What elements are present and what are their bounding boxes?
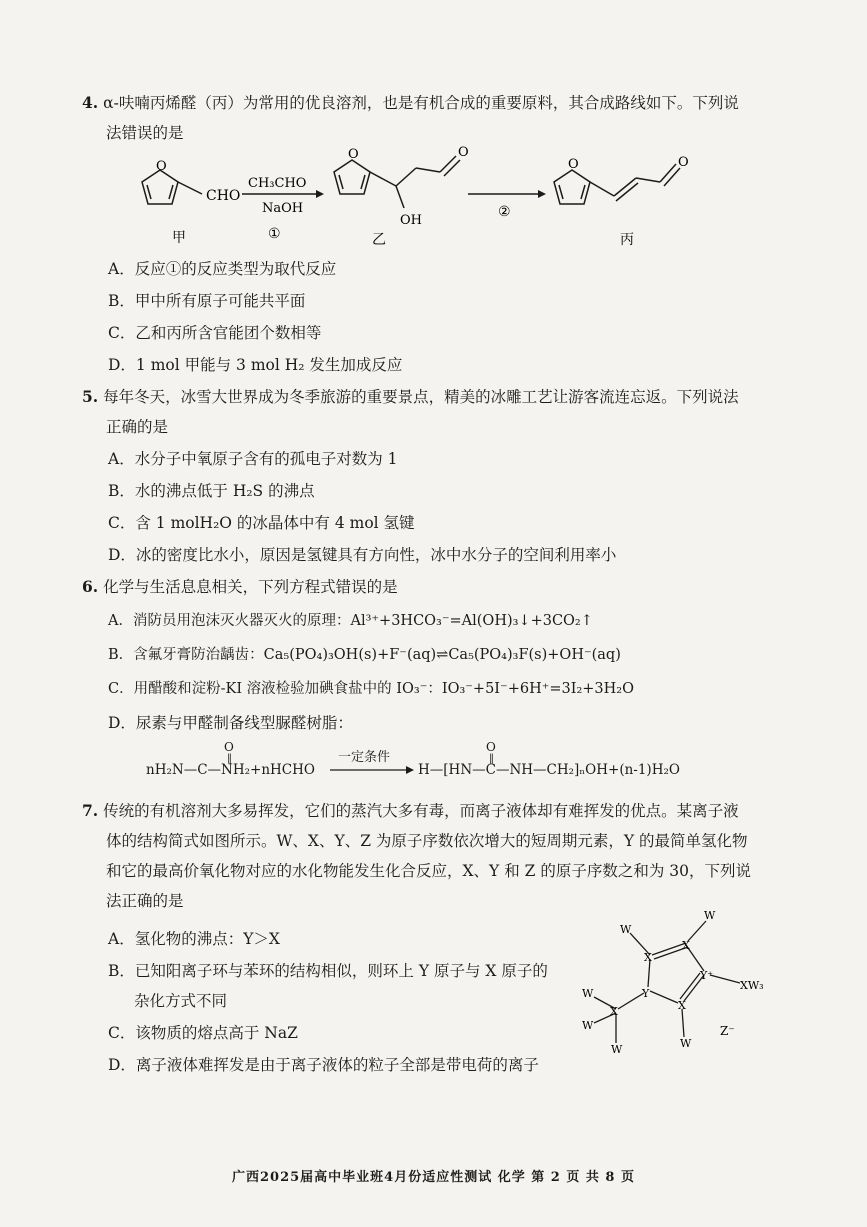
o-atom: O xyxy=(348,147,359,162)
question-5-stem xyxy=(82,382,772,442)
atom-w: W xyxy=(582,987,594,1000)
question-7-stem-line1: 传统的有机溶剂大多易挥发，它们的蒸汽大多有毒，而离子液体却有难挥发的优点。某离子液 xyxy=(103,802,739,820)
cho-label: CHO xyxy=(206,188,241,204)
oh-label: OH xyxy=(400,213,422,228)
anion-z: Z⁻ xyxy=(720,1024,735,1038)
furan-ring-jia xyxy=(142,170,202,204)
o-atom: O xyxy=(156,159,167,174)
question-7-stem-line3: 和它的最高价氧化物对应的水化物能发生化合反应，X、Y 和 Z 的原子序数之和为 30，下列说 xyxy=(106,862,751,880)
label-yi: 乙 xyxy=(372,232,386,248)
q6-option-a: A．消防员用泡沫灭火器灭火的原理：Al³⁺+3HCO₃⁻=Al(OH)₃↓+3CO₂↑ xyxy=(108,613,593,629)
q4-option-b: B．甲中所有原子可能共平面 xyxy=(108,292,306,310)
equation-arrow xyxy=(330,764,414,776)
page-footer: 广西2025届高中毕业班4月份适应性测试 化学 第 2 页 共 8 页 xyxy=(232,1170,635,1185)
q7-option-d: D．离子液体难挥发是由于离子液体的粒子全部是带电荷的离子 xyxy=(108,1056,539,1074)
q5-option-b: B．水的沸点低于 H₂S 的沸点 xyxy=(108,482,315,500)
question-7-stem-line4: 法正确的是 xyxy=(106,892,184,910)
carbonyl-o-left: O xyxy=(224,740,234,754)
atom-w: W xyxy=(582,1019,594,1032)
q7-option-b: B．已知阳离子环与苯环的结构相似，则环上 Y 原子与 X 原子的 xyxy=(108,962,548,980)
atom-w: W xyxy=(704,909,716,922)
q7-option-b-continued: 杂化方式不同 xyxy=(134,992,228,1010)
atom-w: W xyxy=(620,923,632,936)
o-atom: O xyxy=(568,157,579,172)
q5-option-c: C．含 1 molH₂O 的冰晶体中有 4 mol 氢键 xyxy=(108,514,415,532)
atom-w: W xyxy=(611,1043,623,1055)
reagent-naoh: NaOH xyxy=(262,201,304,216)
q6-option-c: C．用醋酸和淀粉-KI 溶液检验加碘食盐中的 IO₃⁻：IO₃⁻+5I⁻+6H⁺=3I₂+3H₂O xyxy=(108,681,634,697)
q7-option-c: C．该物质的熔点高于 NaZ xyxy=(108,1024,298,1042)
question-4-stem xyxy=(82,88,772,148)
furan-ring-yi xyxy=(334,156,460,208)
step-1-label: ① xyxy=(268,226,281,242)
q5-option-d: D．冰的密度比水小，原因是氢键具有方向性，冰中水分子的空间利用率小 xyxy=(108,546,617,564)
o-atom: O xyxy=(678,155,689,170)
group-xw3: XW₃ xyxy=(740,979,764,992)
atom-y-plus: Y⁺ xyxy=(700,969,714,982)
question-5-stem-line1: 每年冬天，冰雪大世界成为冬季旅游的重要景点，精美的冰雕工艺让游客流连忘返。下列说法 xyxy=(103,388,739,406)
o-atom: O xyxy=(458,145,469,160)
atom-x: X xyxy=(678,999,686,1012)
q4-option-c: C．乙和丙所含官能团个数相等 xyxy=(108,324,322,342)
q5-option-a: A．水分子中氧原子含有的孤电子对数为 1 xyxy=(108,450,398,468)
question-7-stem-line2: 体的结构简式如图所示。W、X、Y、Z 为原子序数依次增大的短周期元素，Y 的最简单氢化物 xyxy=(106,832,748,850)
label-bing: 丙 xyxy=(620,232,634,248)
equation-right: H—[HN—C—NH—CH₂]ₙOH+(n-1)H₂O xyxy=(418,762,680,778)
urea-equation: O ‖ nH₂N—C—NH₂+nHCHO 一定条件 O ‖ H—[HN—C—NH—CH₂]ₙOH+(n-1)H₂O xyxy=(146,740,680,778)
q4-option-d: D．1 mol 甲能与 3 mol H₂ 发生加成反应 xyxy=(108,356,403,374)
question-number: 5. xyxy=(82,387,99,406)
question-7-stem xyxy=(82,796,772,916)
question-6-stem xyxy=(82,572,772,602)
atom-x: X xyxy=(682,939,690,952)
reagent-acetaldehyde: CH₃CHO xyxy=(248,176,307,191)
atom-x: X xyxy=(610,1005,618,1018)
atom-w: W xyxy=(680,1037,692,1050)
question-4-stem-line2: 法错误的是 xyxy=(106,124,184,142)
carbonyl-o-right: O xyxy=(486,740,496,754)
q4-option-a: A．反应①的反应类型为取代反应 xyxy=(108,260,337,278)
ionic-liquid-structure xyxy=(570,905,770,1055)
atom-x: X xyxy=(644,951,652,964)
atom-y: Y xyxy=(642,987,650,1000)
label-jia: 甲 xyxy=(172,230,186,246)
equation-condition: 一定条件 xyxy=(338,750,391,765)
question-4-stem-line1: α-呋喃丙烯醛（丙）为常用的优良溶剂，也是有机合成的重要原料，其合成路线如下。下列说 xyxy=(103,94,739,112)
question-number: 7. xyxy=(82,801,99,820)
question-number: 4. xyxy=(82,93,99,112)
q6-option-b: B．含氟牙膏防治龋齿：Ca₅(PO₄)₃OH(s)+F⁻(aq)⇌Ca₅(PO₄)₃F(s)+OH⁻(aq) xyxy=(108,647,621,663)
reaction-scheme xyxy=(120,142,740,250)
step-2-label: ② xyxy=(498,204,511,220)
question-5-stem-line2: 正确的是 xyxy=(106,418,169,436)
question-6-stem-text: 化学与生活息息相关，下列方程式错误的是 xyxy=(103,578,398,596)
q7-option-a: A．氢化物的沸点：Y＞X xyxy=(108,930,280,948)
equation-left: nH₂N—C—NH₂+nHCHO xyxy=(146,762,315,778)
q6-option-d: D．尿素与甲醛制备线型脲醛树脂： xyxy=(108,714,353,732)
question-number: 6. xyxy=(82,577,99,596)
